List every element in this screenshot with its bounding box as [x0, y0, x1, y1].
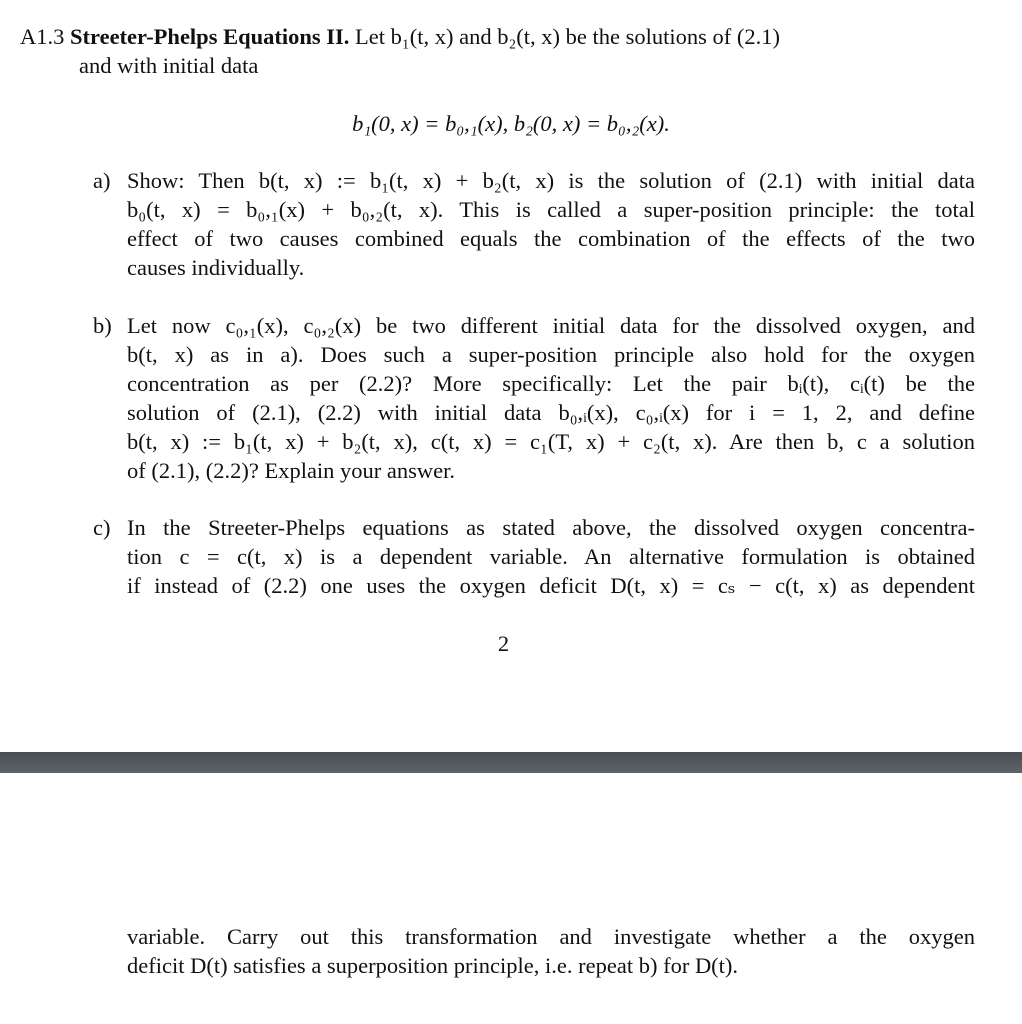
document-page-2 [0, 773, 1022, 1024]
part-b-line-2: b(t, x) as in a). Does such a super-position principle also hold for the oxygen [127, 342, 975, 367]
initial-data-equation: b₁(0, x) = b₀,₁(x), b₂(0, x) = b₀,₂(x). [352, 111, 670, 136]
part-a-label: a) [93, 168, 111, 193]
part-a-line-4: causes individually. [127, 255, 305, 280]
page-number: 2 [497, 631, 510, 656]
part-b-line-6: of (2.1), (2.2)? Explain your answer. [127, 458, 456, 483]
part-b-line-5: b(t, x) := b₁(t, x) + b₂(t, x), c(t, x) = c₁(T, x) + c₂(t, x). Are then b, c a solution [127, 429, 975, 454]
part-b-line-3: concentration as per (2.2)? More specifically: Let the pair bᵢ(t), cᵢ(t) be the [127, 371, 975, 396]
problem-title: Streeter-Phelps Equations II. [70, 24, 350, 49]
part-a-line-2: b₀(t, x) = b₀,₁(x) + b₀,₂(t, x). This is called a super-position principle: the total [127, 197, 975, 222]
part-b-label: b) [93, 313, 112, 338]
intro-line-2: and with initial data [79, 53, 259, 78]
part-c-line-2: tion c = c(t, x) is a dependent variable. An alternative formulation is obtained [127, 544, 975, 569]
part-c-line-3: if instead of (2.2) one uses the oxygen deficit D(t, x) = cₛ − c(t, x) as dependent [127, 573, 975, 598]
part-c-continued-line-1: variable. Carry out this transformation and investigate whether a the oxygen [127, 924, 975, 949]
intro-text: Let b₁(t, x) and b₂(t, x) be the solutions of (2.1) [355, 24, 780, 49]
page-separator [0, 752, 1022, 773]
part-a-line-1: Show: Then b(t, x) := b₁(t, x) + b₂(t, x) is the solution of (2.1) with initial data [127, 168, 975, 193]
problem-heading [20, 22, 780, 51]
part-c-label: c) [93, 515, 111, 540]
problem-number: A1.3 [20, 24, 65, 49]
part-a-line-3: effect of two causes combined equals the combination of the effects of the two [127, 226, 975, 251]
part-c-line-1: In the Streeter-Phelps equations as stated above, the dissolved oxygen concentra- [127, 515, 975, 540]
part-c-continued-line-2: deficit D(t) satisfies a superposition principle, i.e. repeat b) for D(t). [127, 953, 739, 978]
part-b-line-4: solution of (2.1), (2.2) with initial data b₀,ᵢ(x), c₀,ᵢ(x) for i = 1, 2, and define [127, 400, 975, 425]
part-b-line-1: Let now c₀,₁(x), c₀,₂(x) be two different initial data for the dissolved oxygen, and [127, 313, 975, 338]
